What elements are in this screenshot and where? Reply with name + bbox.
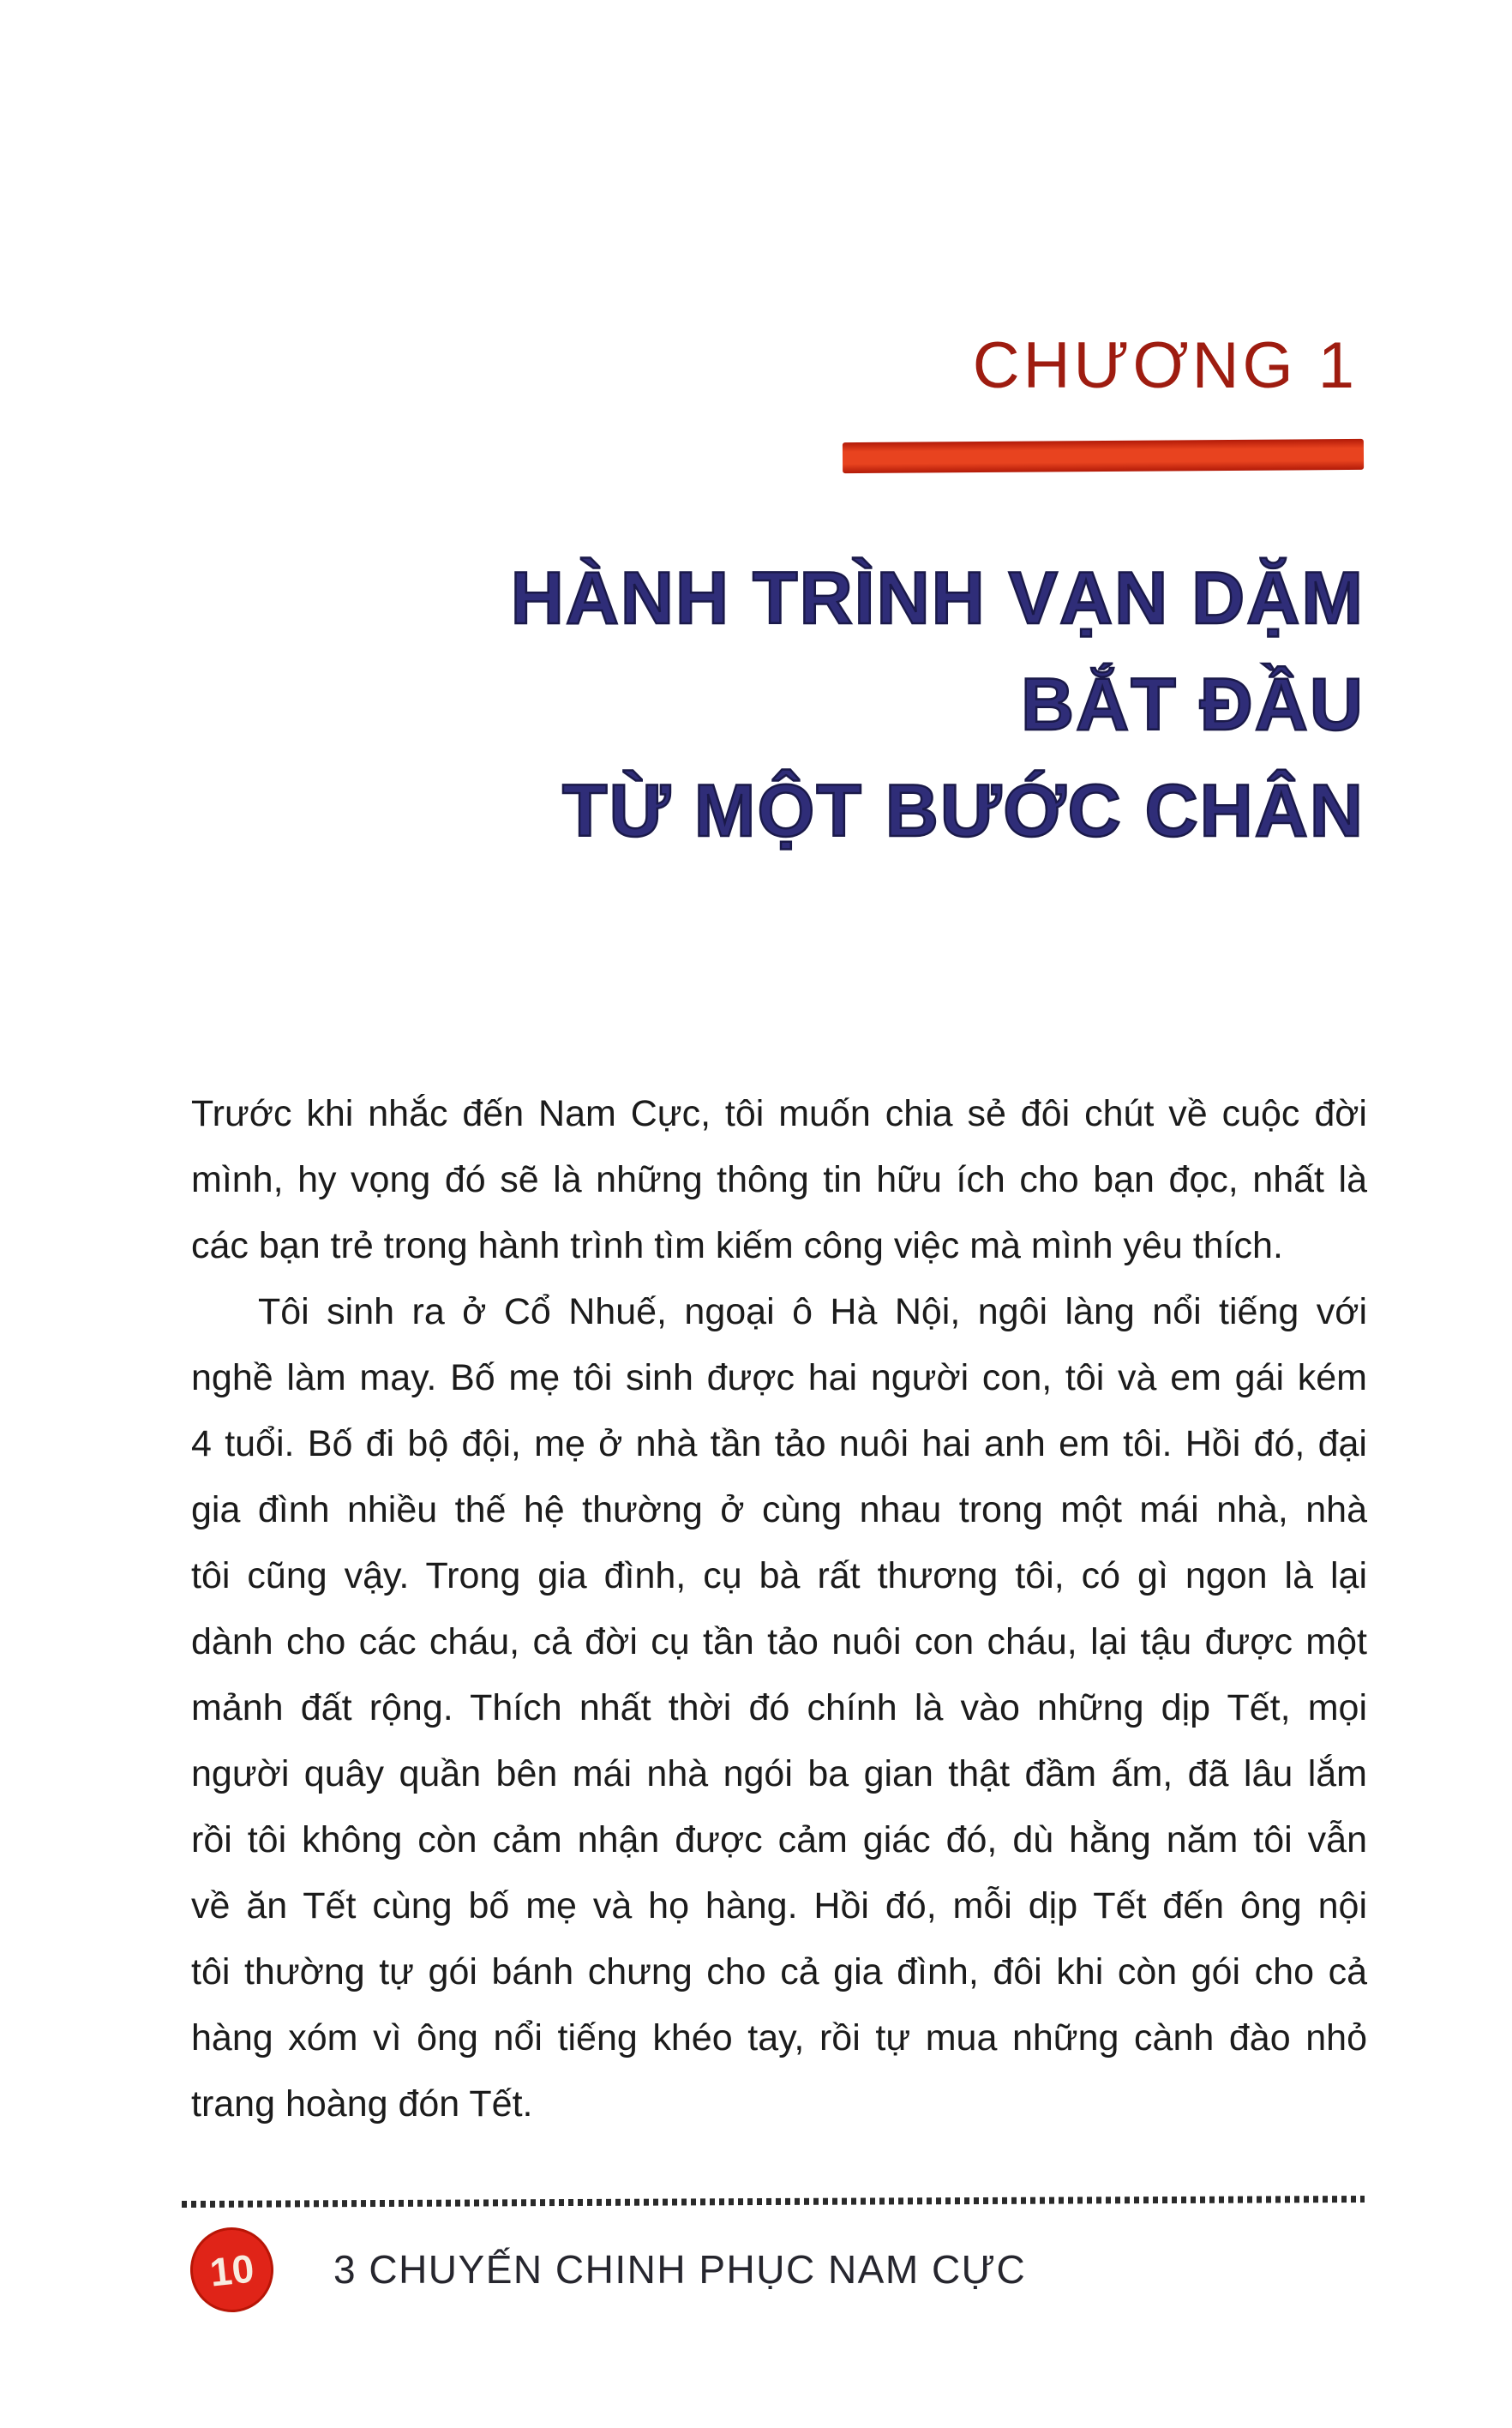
paragraph-2-line-12: hàng xóm vì ông nổi tiếng khéo tay, rồi tự mua những cành đào nhỏ — [191, 2017, 1367, 2058]
paragraph-2-line-9: rồi tôi không còn cảm nhận được cảm giác đó, dù hằng năm tôi vẫn — [191, 1819, 1367, 1860]
page-number-badge — [186, 2223, 278, 2317]
paragraph-2-line-8: người quây quần bên mái nhà ngói ba gian thật đầm ấm, đã lâu lắm — [191, 1753, 1367, 1794]
paragraph-2-line-5: tôi cũng vậy. Trong gia đình, cụ bà rất thương tôi, có gì ngon là lại — [191, 1555, 1367, 1596]
paragraph-2-line-2: nghề làm may. Bố mẹ tôi sinh được hai người con, tôi và em gái kém — [191, 1357, 1367, 1398]
paragraph-2-line-7: mảnh đất rộng. Thích nhất thời đó chính là vào những dịp Tết, mọi — [191, 1687, 1367, 1728]
footer-book-title: 3 CHUYẾN CHINH PHỤC NAM CỰC — [333, 2247, 1027, 2292]
chapter-title-line-1: HÀNH TRÌNH VẠN DẶM — [510, 557, 1365, 640]
paragraph-2-line-4: gia đình nhiều thế hệ thường ở cùng nhau trong một mái nhà, nhà — [191, 1489, 1367, 1530]
paragraph-2-line-13: trang hoàng đón Tết. — [191, 2083, 533, 2124]
chapter-label: CHƯƠNG 1 — [972, 329, 1358, 402]
footer-dotted-rule — [182, 2196, 1365, 2208]
chapter-title-line-3: TỪ MỘT BƯỚC CHÂN — [562, 770, 1365, 852]
paragraph-1-line-3: các bạn trẻ trong hành trình tìm kiếm công việc mà mình yêu thích. — [191, 1225, 1283, 1266]
chapter-title — [257, 545, 1365, 864]
paragraph-2-line-6: dành cho các cháu, cả đời cụ tần tảo nuôi con cháu, lại tậu được một — [191, 1621, 1367, 1662]
chapter-title-line-2: BẮT ĐẦU — [1021, 664, 1365, 746]
paragraph-1-line-1: Trước khi nhắc đến Nam Cực, tôi muốn chia sẻ đôi chút về cuộc đời — [191, 1093, 1367, 1134]
paragraph-1-line-2: mình, hy vọng đó sẽ là những thông tin hữu ích cho bạn đọc, nhất là — [191, 1159, 1367, 1200]
paragraph-2-line-10: về ăn Tết cùng bố mẹ và họ hàng. Hồi đó, mỗi dịp Tết đến ông nội — [191, 1885, 1367, 1926]
page-number: 10 — [207, 2245, 256, 2295]
body-text — [191, 1081, 1367, 2137]
paragraph-2-line-3: 4 tuổi. Bố đi bộ đội, mẹ ở nhà tần tảo nuôi hai anh em tôi. Hồi đó, đại — [191, 1423, 1367, 1464]
paragraph-2-line-1: Tôi sinh ra ở Cổ Nhuế, ngoại ô Hà Nội, ngôi làng nổi tiếng với — [258, 1291, 1367, 1332]
paragraph-2-line-11: tôi thường tự gói bánh chưng cho cả gia đình, đôi khi còn gói cho cả — [191, 1951, 1367, 1992]
chapter-accent-bar — [843, 439, 1364, 473]
